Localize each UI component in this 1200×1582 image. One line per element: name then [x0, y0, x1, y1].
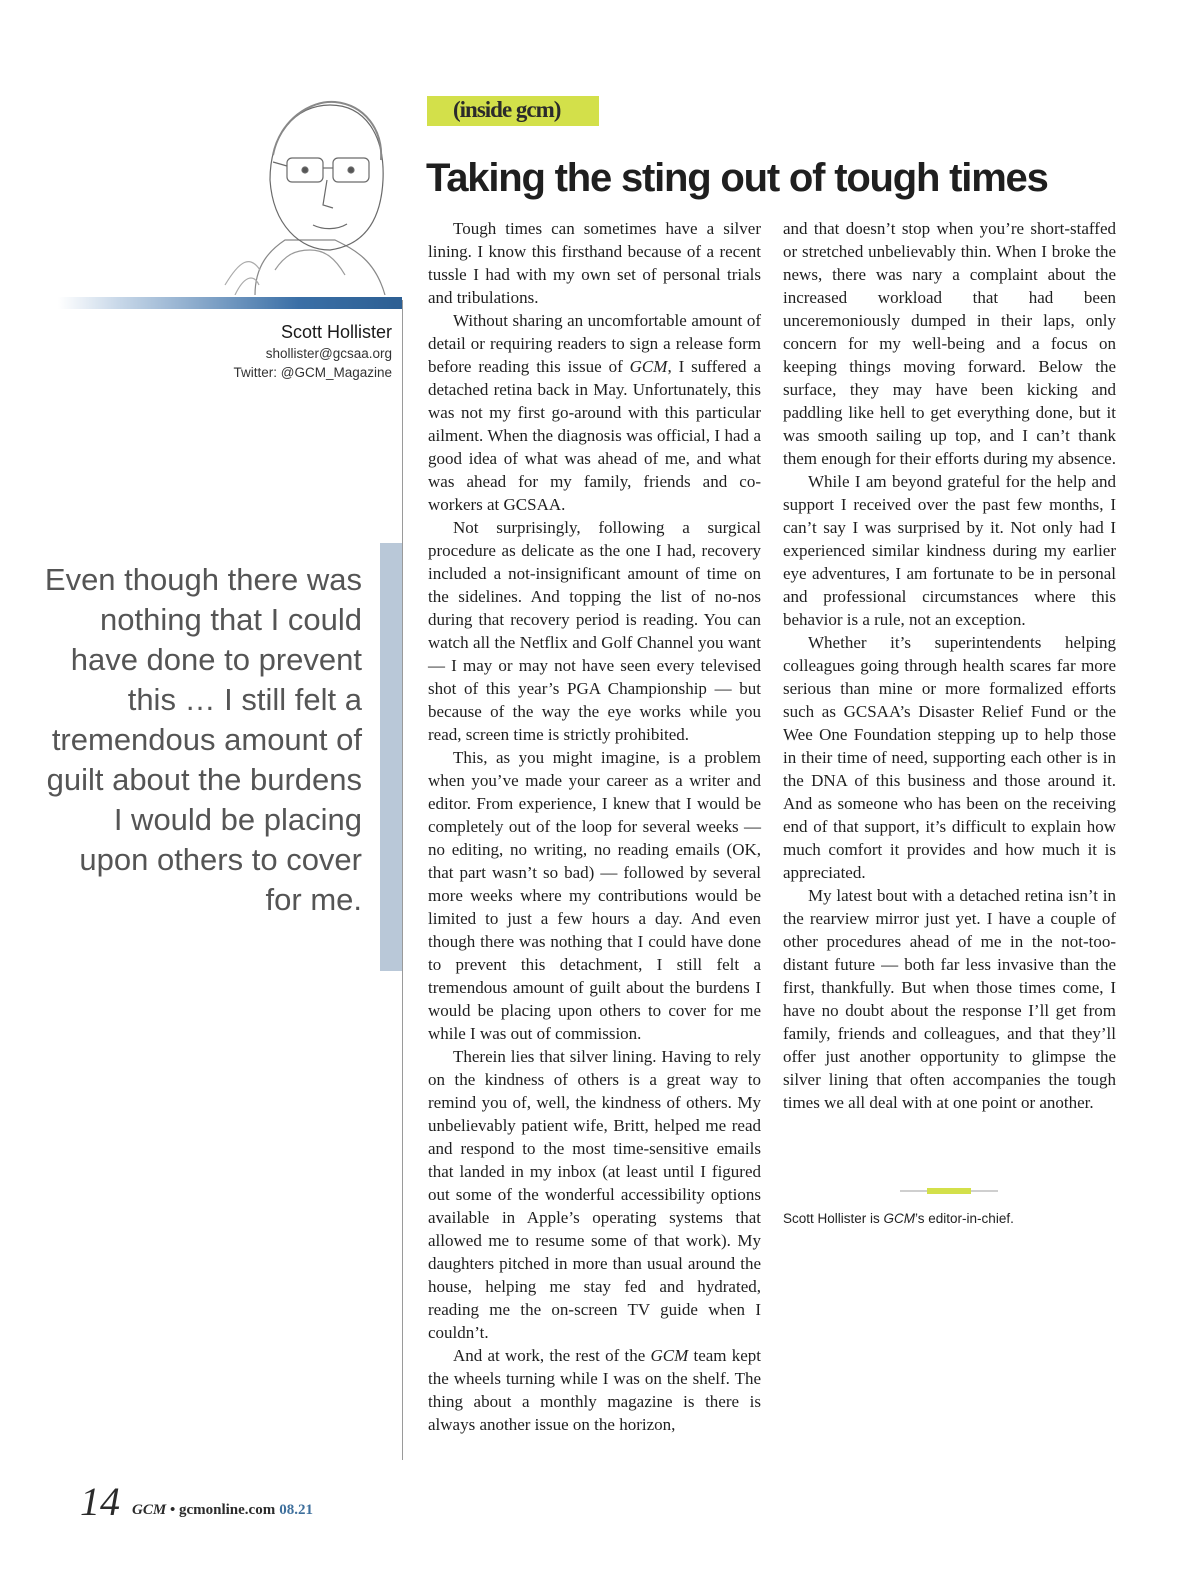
footer-separator: •: [166, 1502, 179, 1518]
author-bio: Scott Hollister is GCM’s editor-in-chief.: [783, 1211, 1014, 1226]
paragraph: Whether it’s superintendents helping colleagues going through health scares far more serious than mine or more formalized efforts such as GCSAA’s Disaster Relief Fund or the Wee One Foundation stepping up to help those in their time of need, supporting each other is in the DNA of this business and those around it. And as someone who has been on the receiving end of that support, it’s difficult to explain how much comfort it provides and how much it is appreciated.: [783, 633, 1116, 882]
paragraph: My latest bout with a detached retina isn’t in the rearview mirror just yet. I have a couple of other procedures ahead of me in the not-too-distant future — both far less invasive than the first, thankfully. But when those times come, I have no doubt about the response I’ll get from family, friends and colleagues, and that they’ll offer just another opportunity to glimpse the silver lining that often accompanies the tough times we all deal with at one point or another.: [783, 886, 1116, 1112]
paragraph: Not surprisingly, following a surgical procedure as delicate as the one I had, recovery included a not-insignificant amount of time on the sidelines. And topping the list of no-nos during that recovery period is reading. You can watch all the Netflix and Golf Channel you want — I may or may not have seen every televised shot of this year’s PGA Championship — but because of the way the eye works while you read, screen time is strictly prohibited.: [428, 518, 761, 744]
footer-site[interactable]: gcmonline.com: [178, 1502, 276, 1518]
column-divider: [402, 300, 403, 1460]
author-rule: [58, 297, 402, 309]
article-column-1: [428, 217, 761, 1436]
paragraph: While I am beyond grateful for the help and support I received over the past few months, I can’t say I was surprised by it. Not only had I experienced similar kindness during my earlier eye adventures, I am fortunate to be in personal and professional circumstances where this behavior is a rule, not an exception.: [783, 472, 1116, 629]
footer-brand: GCM: [132, 1502, 167, 1518]
paragraph: Therein lies that silver lining. Having to rely on the kindness of others is a great way to remind you of, well, the kindness of others. My unbelievably patient wife, Britt, helped me read and respond to the most time-sensitive emails that landed in my inbox (at least until I figured out some of the wonderful accessibility options available in Apple’s operating systems that allowed me to resume some of that work). My daughters pitched in more than usual around the house, helping me stay fed and hydrated, reading me the on-screen TV guide when I couldn’t.: [428, 1047, 761, 1342]
footer-issue: 08.21: [279, 1502, 313, 1518]
section-tag: [427, 96, 599, 126]
author-email[interactable]: shollister@gcsaa.org: [265, 346, 392, 361]
author-portrait: [215, 80, 405, 295]
end-mark: [927, 1188, 971, 1194]
paragraph: And at work, the rest of the GCM team kept the wheels turning while I was on the shelf. The thing about a monthly magazine is there is always another issue on the horizon,: [428, 1346, 761, 1434]
pullquote: Even though there was nothing that I could have done to prevent this … I still felt a tremendous amount of guilt about the burdens I would be placing upon others to cover for me.: [44, 562, 362, 917]
pullquote-bar: [380, 543, 402, 971]
author-block: [234, 320, 393, 382]
paragraph: Tough times can sometimes have a silver lining. I know this firsthand because of a recent tussle I had with my own set of personal trials and tribulations.: [428, 219, 761, 307]
author-name: Scott Hollister: [280, 322, 392, 342]
page-footer: [132, 1502, 313, 1519]
page-number: 14: [80, 1479, 120, 1524]
paragraph: and that doesn’t stop when you’re short-staffed or stretched unbelievably thin. When I broke the news, there was nary a complaint about the increased workload that had been unceremoniously dumped in their laps, only concern for my well-being and a focus on keeping things moving forward. Below the surface, they may have been kicking and paddling like hell to get everything done, but it was smooth sailing up top, and I can’t thank them enough for their efforts during my absence.: [783, 219, 1116, 468]
section-tag-label: (inside gcm): [453, 97, 561, 122]
paragraph: Without sharing an uncomfortable amount of detail or requiring readers to sign a release form before reading this issue of GCM, I suffered a detached retina back in May. Unfortunately, this was not my first go-around with this particular ailment. When the diagnosis was official, I had a good idea of what was ahead of me, and what was ahead for my family, friends and co-workers at GCSAA.: [428, 311, 761, 514]
article-column-2: [783, 217, 1116, 1114]
headline: Taking the sting out of tough times: [426, 156, 1048, 200]
author-twitter[interactable]: Twitter: @GCM_Magazine: [233, 365, 392, 380]
paragraph: This, as you might imagine, is a problem when you’ve made your career as a writer and editor. From experience, I knew that I would be completely out of the loop for several weeks — no editing, no writing, no reading emails (OK, that part wasn’t so bad) — followed by several more weeks where my contributions would be limited to just a few hours a day. And even though there was nothing that I could have done to prevent this detachment, I still felt a tremendous amount of guilt about the burdens I would be placing upon others to cover for me while I was out of commission.: [428, 748, 761, 1043]
